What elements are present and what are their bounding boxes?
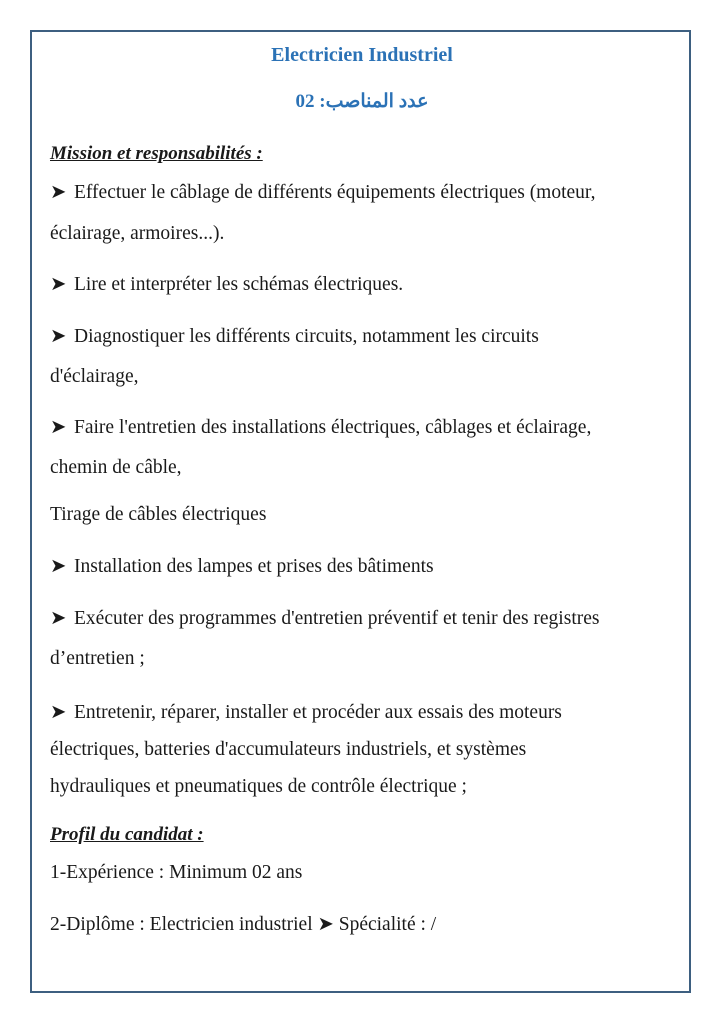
mission-text: Installation des lampes et prises des bâtiments: [74, 556, 434, 577]
mission-text: Exécuter des programmes d'entretien préventif et tenir des registres: [74, 608, 600, 629]
arrow-bullet-icon: ➤: [50, 326, 67, 347]
mission-line-2: éclairage, armoires...).: [50, 223, 225, 244]
mission-line-9: [50, 554, 434, 578]
mission-text: Faire l'entretien des installations électriques, câblages et éclairage,: [74, 417, 592, 438]
mission-line-3: [50, 272, 403, 296]
arrow-bullet-icon: ➤: [50, 608, 67, 629]
mission-line-13: électriques, batteries d'accumulateurs industriels, et systèmes: [50, 739, 527, 760]
arrow-bullet-icon: ➤: [50, 702, 67, 723]
mission-text: Entretenir, réparer, installer et procéder aux essais des moteurs: [74, 702, 562, 723]
specialty-text: Spécialité : /: [338, 914, 437, 935]
arrow-bullet-icon: ➤: [50, 274, 67, 295]
arrow-bullet-icon: ➤: [50, 182, 67, 203]
experience-line: 1-Expérience : Minimum 02 ans: [50, 862, 303, 883]
mission-line-14: hydrauliques et pneumatiques de contrôle électrique ;: [50, 776, 467, 797]
diploma-line: [50, 912, 436, 936]
diploma-text: 2-Diplôme : Electricien industriel: [50, 914, 313, 935]
mission-line-10: [50, 606, 599, 630]
mission-line-6: [50, 415, 591, 439]
mission-line-8: Tirage de câbles électriques: [50, 504, 267, 525]
mission-text: Effectuer le câblage de différents équipements électriques (moteur,: [74, 182, 596, 203]
positions-count: عدد المناصب: 02: [295, 91, 429, 112]
mission-text: Lire et interpréter les schémas électriques.: [74, 274, 404, 295]
mission-line-1: [50, 180, 596, 204]
mission-line-5: d'éclairage,: [50, 366, 139, 387]
arrow-bullet-icon: ➤: [50, 417, 67, 438]
mission-line-11: d’entretien ;: [50, 648, 145, 669]
arrow-bullet-icon: ➤: [50, 556, 67, 577]
job-title: Electricien Industriel: [271, 44, 453, 66]
mission-text: Diagnostiquer les différents circuits, notamment les circuits: [74, 326, 539, 347]
arrow-bullet-icon: ➤: [317, 914, 334, 935]
mission-line-12: [50, 700, 562, 724]
mission-line-4: [50, 324, 539, 348]
mission-line-7: chemin de câble,: [50, 457, 182, 478]
profile-heading: Profil du candidat :: [50, 824, 204, 845]
mission-heading: Mission et responsabilités :: [50, 143, 263, 164]
